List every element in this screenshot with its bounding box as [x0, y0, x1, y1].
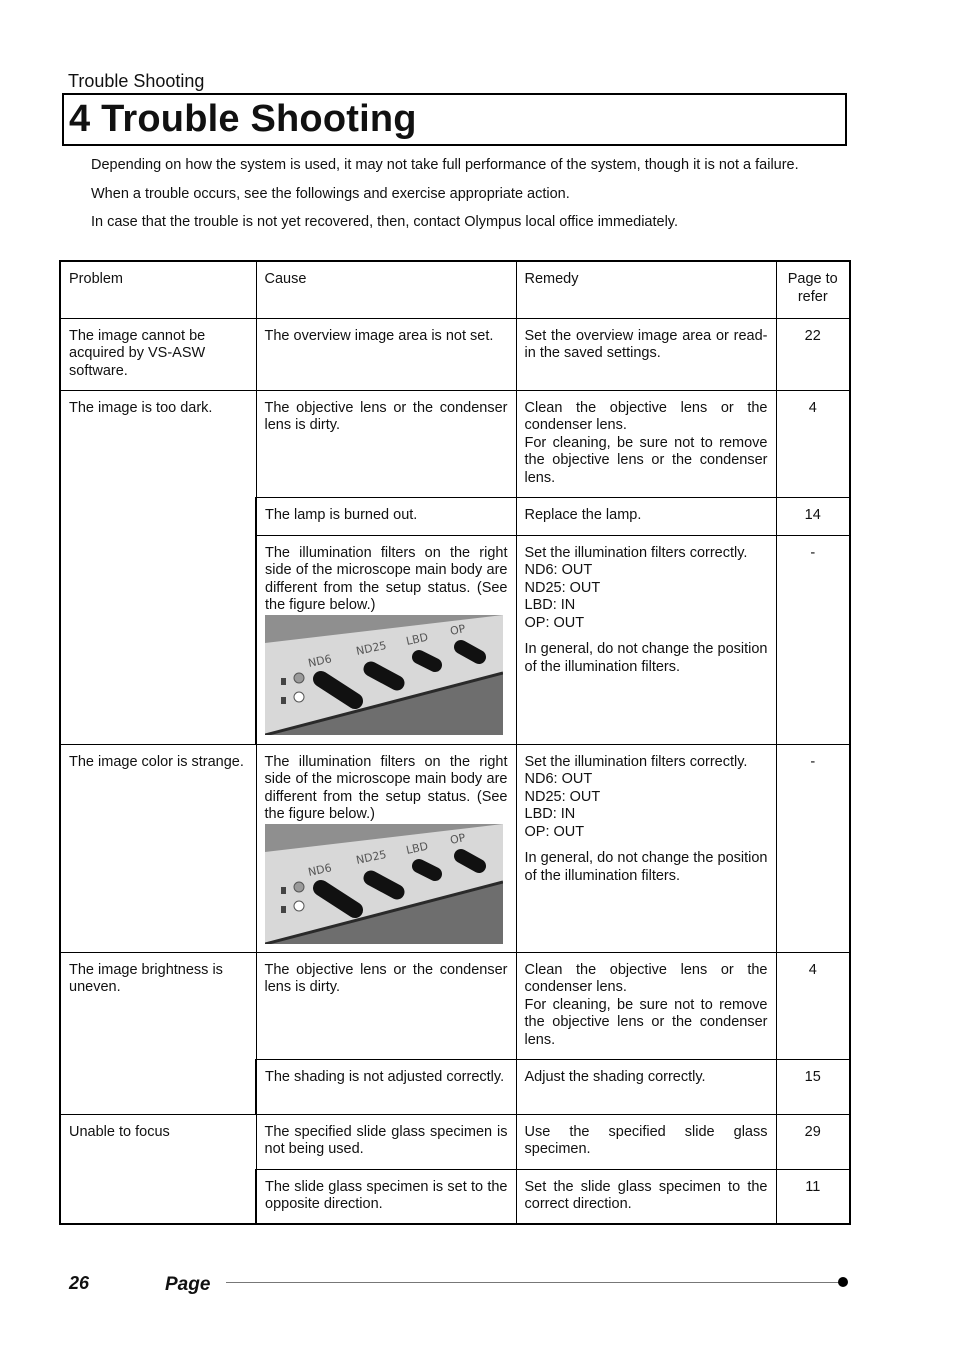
remedy-cell	[516, 744, 776, 952]
remedy-cell: Set the overview image area or read-in the saved settings.	[516, 318, 776, 390]
filter-label-nd25: ND25	[354, 638, 388, 658]
page-cell: 15	[776, 1059, 850, 1114]
cause-cell: The shading is not adjusted correctly.	[256, 1059, 516, 1114]
page-title: 4 Trouble Shooting	[69, 98, 417, 140]
illumination-filter-photo	[265, 615, 503, 735]
page-cell: -	[776, 535, 850, 744]
filter-label-nd25: ND25	[354, 847, 388, 867]
page-cell: 22	[776, 318, 850, 390]
cause-cell: The lamp is burned out.	[256, 497, 516, 535]
remedy-note: In general, do not change the position of the illumination filters.	[524, 641, 768, 675]
page-cell: 14	[776, 497, 850, 535]
filter-label-op: OP	[448, 830, 467, 847]
section-label: Trouble Shooting	[68, 71, 205, 91]
remedy-cell: Adjust the shading correctly.	[516, 1059, 776, 1114]
footer-bullet-icon	[838, 1277, 848, 1287]
page-label: Page	[165, 1274, 211, 1295]
remedy-cell: Clean the objective lens or the condenser lens. For cleaning, be sure not to remove the objective lens or the condenser lens.	[516, 952, 776, 1059]
table-row	[60, 744, 850, 952]
cause-cell: The overview image area is not set.	[256, 318, 516, 390]
remedy-note: In general, do not change the position of the illumination filters.	[524, 850, 768, 884]
filter-label-lbd: LBD	[404, 630, 430, 648]
filter-label-lbd: LBD	[404, 839, 429, 857]
intro-paragraph-1: Depending on how the system is used, it may not take full performance of the system, though it is not a failure.	[91, 157, 799, 173]
header-page: Page to refer	[776, 261, 850, 318]
cause-cell: The slide glass specimen is set to the opposite direction.	[256, 1169, 516, 1224]
cause-cell: The specified slide glass specimen is not being used.	[256, 1114, 516, 1169]
table-row	[60, 1114, 850, 1169]
remedy-text: Set the illumination filters correctly. ND6: OUT ND25: OUT LBD: IN OP: OUT	[524, 544, 748, 631]
remedy-cell: Use the specified slide glass specimen.	[516, 1114, 776, 1169]
problem-cell: The image cannot be acquired by VS-ASW software.	[60, 318, 256, 390]
remedy-text: Set the illumination filters correctly. ND6: OUT ND25: OUT LBD: IN OP: OUT	[524, 753, 748, 840]
remedy-cell: Clean the objective lens or the condenser lens. For cleaning, be sure not to remove the objective lens or the condenser lens.	[516, 390, 776, 497]
page-cell: 11	[776, 1169, 850, 1224]
table-header-row	[60, 261, 850, 318]
cause-cell: The objective lens or the condenser lens is dirty.	[256, 952, 516, 1059]
title-box	[62, 93, 847, 146]
filter-label-nd6: ND6	[306, 651, 333, 670]
table-row	[60, 390, 850, 497]
intro-paragraph-2: When a trouble occurs, see the followings and exercise appropriate action.	[91, 186, 570, 202]
problem-cell: The image color is strange.	[60, 744, 256, 952]
footer-rule	[226, 1282, 839, 1283]
cause-text: The illumination filters on the right side of the microscope main body are different from the setup status. (See the figure below.)	[265, 544, 508, 613]
remedy-cell: Set the slide glass specimen to the correct direction.	[516, 1169, 776, 1224]
page-cell: -	[776, 744, 850, 952]
table-row	[60, 952, 850, 1059]
table-row	[60, 318, 850, 390]
header-cause: Cause	[256, 261, 516, 318]
cause-cell	[256, 744, 516, 952]
header-remedy: Remedy	[516, 261, 776, 318]
cause-cell: The objective lens or the condenser lens is dirty.	[256, 390, 516, 497]
illumination-filter-photo	[265, 824, 503, 944]
page-cell: 29	[776, 1114, 850, 1169]
page-cell: 4	[776, 390, 850, 497]
problem-cell: The image is too dark.	[60, 390, 256, 744]
remedy-cell	[516, 535, 776, 744]
cause-cell	[256, 535, 516, 744]
problem-cell: The image brightness is uneven.	[60, 952, 256, 1114]
cause-text: The illumination filters on the right side of the microscope main body are different from the setup status. (See the figure below.)	[264, 753, 508, 822]
remedy-cell: Replace the lamp.	[516, 497, 776, 535]
page-number: 26	[69, 1273, 90, 1293]
page-cell: 4	[776, 952, 850, 1059]
filter-label-nd6: ND6	[306, 860, 333, 879]
header-problem: Problem	[60, 261, 256, 318]
problem-cell: Unable to focus	[60, 1114, 256, 1224]
trouble-table	[59, 260, 851, 1225]
filter-label-op: OP	[448, 621, 467, 638]
intro-paragraph-3: In case that the trouble is not yet recovered, then, contact Olympus local office immediately.	[91, 214, 679, 230]
